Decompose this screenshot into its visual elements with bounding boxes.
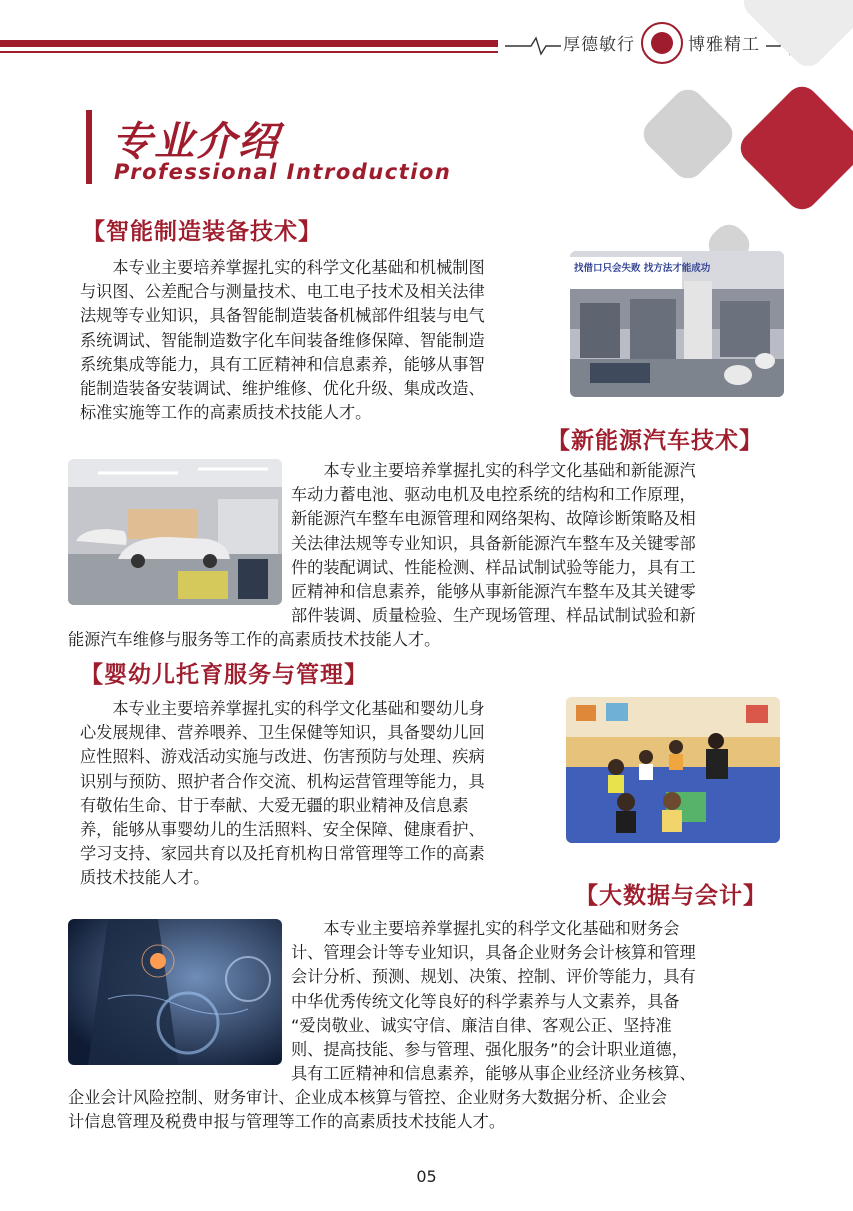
deco-square bbox=[637, 83, 739, 185]
page-number: 05 bbox=[416, 1167, 437, 1186]
page-title: 专业介绍 bbox=[112, 119, 280, 165]
photo-vehicle-workshop bbox=[68, 459, 282, 605]
lab-slogan-text: 找借口只会失败 找方法才能成功 bbox=[574, 263, 711, 274]
section-heading-intelligent-manufacturing: 【智能制造装备技术】 bbox=[82, 219, 322, 245]
title-accent-bar bbox=[86, 110, 92, 184]
section-text-new-energy-vehicle-tail: 能源汽车维修与服务等工作的高素质技术技能人才。 bbox=[68, 630, 441, 649]
section-text-infant-care: 本专业主要培养掌握扎实的科学文化基础和婴幼儿身 心发展规律、营养喂养、卫生保健等知识，具备婴幼儿回 应性照料、游戏活动实施与改进、伤害预防与处理、疾病 识别与预防、照护者合作交流、机构运营管理等能力，具 有敬佑生命、甘于奉献、大爱无疆的职业精神及信息素 养，能够从事婴幼儿的生活照料、安全保障、健康看护、 学习支持、家园共育以及托育机构日常管理等工作的高素 质技术技能人才。 bbox=[80, 699, 485, 888]
photo-big-data-accounting bbox=[68, 919, 282, 1065]
motto-left: 厚德敏行 bbox=[563, 35, 635, 55]
section-heading-big-data-accounting: 【大数据与会计】 bbox=[575, 883, 767, 909]
photo-childcare-classroom bbox=[566, 697, 780, 843]
section-text-big-data-accounting-tail: 企业会计风险控制、财务审计、企业成本核算与管控、企业财务大数据分析、企业会 计信息管理及税费申报与管理等工作的高素质技术技能人才。 bbox=[68, 1088, 667, 1132]
school-logo-icon bbox=[641, 22, 683, 64]
section-text-new-energy-vehicle: 本专业主要培养掌握扎实的科学文化基础和新能源汽 车动力蓄电池、驱动电机及电控系统的结构和工作原理， 新能源汽车整车电源管理和网络架构、故障诊断策略及相 关法律法规等专业知识，具备新能源汽车整车及关键零部 件的装配调试、性能检测、样品试制试验等能力，具有工 匠精神和信息素养，能够从事新能源汽车整车及其关键零 部件装调、质量检验、生产现场管理、样品试制试验和新 bbox=[291, 461, 696, 626]
header-stripe-thick bbox=[0, 40, 498, 47]
section-text-big-data-accounting: 本专业主要培养掌握扎实的科学文化基础和财务会 计、管理会计等专业知识，具备企业财务会计核算和管理 会计分析、预测、规划、决策、控制、评价等能力，具有 中华优秀传统文化等良好的科学素养与人文素养，具备 “爱岗敬业、诚实守信、廉洁自律、客观公正、坚持准 则、提高技能、参与管理、强化服务”的会计职业道德， 具有工匠精神和信息素养，能够从事企业经济业务核算、 bbox=[291, 919, 696, 1084]
header-stripe-thin bbox=[0, 51, 498, 53]
motto-right: 博雅精工 bbox=[688, 35, 760, 55]
section-text-intelligent-manufacturing: 本专业主要培养掌握扎实的科学文化基础和机械制图 与识图、公差配合与测量技术、电工电子技术及相关法律 法规等专业知识，具备智能制造装备机械部件组装与电气 系统调试、智能制造数字化车间装备维修保障、智能制造 系统集成等能力，具有工匠精神和信息素养，能够从事智 能制造装备安装调试、维护维修、优化升级、集成改造、 标准实施等工作的高素质技术技能人才。 bbox=[80, 258, 485, 423]
heartbeat-line-icon bbox=[505, 34, 561, 58]
page-subtitle: Professional Introduction bbox=[114, 160, 452, 184]
deco-square bbox=[734, 80, 853, 216]
section-heading-new-energy-vehicle: 【新能源汽车技术】 bbox=[547, 428, 763, 454]
section-heading-infant-care: 【婴幼儿托育服务与管理】 bbox=[80, 662, 368, 688]
photo-manufacturing-lab bbox=[570, 251, 784, 397]
